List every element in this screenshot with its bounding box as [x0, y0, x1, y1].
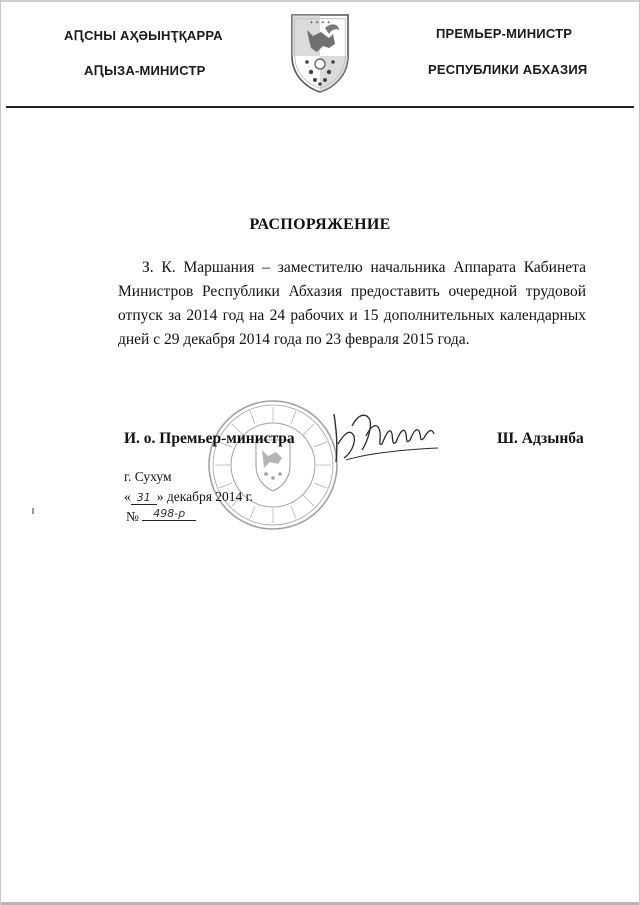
header-right-line2: РЕСПУБЛИКИ АБХАЗИЯ [428, 62, 588, 77]
page-border-left [0, 0, 1, 905]
signature-icon [326, 404, 444, 470]
date-quote-open: « [124, 489, 131, 504]
header-right-line1: ПРЕМЬЕР-МИНИСТР [436, 26, 573, 41]
signer-position: И. о. Премьер-министра [124, 430, 295, 447]
coat-of-arms-icon [289, 12, 351, 94]
document-date [124, 489, 253, 505]
document-body [118, 256, 586, 352]
official-seal-icon [206, 398, 340, 532]
number-label: № [126, 509, 139, 524]
signer-name: Ш. Адзынба [497, 430, 584, 447]
date-day: 31 [131, 491, 157, 505]
document-number [126, 509, 196, 525]
date-month-year: » декабря 2014 г. [156, 489, 254, 504]
document-title: РАСПОРЯЖЕНИЕ [249, 216, 391, 233]
header-left-line1: АԤСНЫ АҲӘЫНҬҚАРРА [64, 28, 223, 43]
city-label: г. Сухум [124, 469, 172, 484]
scan-speck [32, 508, 34, 514]
page-border-top [0, 0, 640, 2]
document-body-text: З. К. Маршания – заместителю начальника Аппарата Кабинета Министров Республики Абхазия предоставить очередной трудовой отпуск за 2014 год на 24 рабочих и 15 дополнительных календарных дней с 29 декабря 2014 года по 23 февраля 2015 года. [118, 259, 586, 348]
number-value: 498-р [142, 507, 196, 521]
header-divider [6, 106, 634, 108]
header-left-line2: АԤЫЗА-МИНИСТР [84, 63, 206, 78]
svg-text:✦ ✦ ✦ ✦: ✦ ✦ ✦ ✦ [309, 20, 331, 26]
